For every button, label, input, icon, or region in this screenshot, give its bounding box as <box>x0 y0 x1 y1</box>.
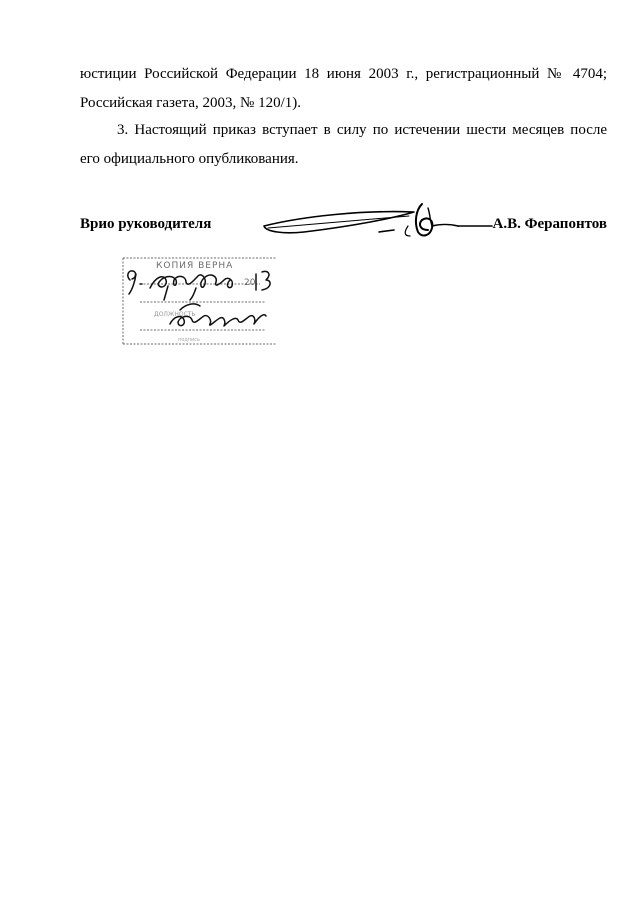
svg-text:КОПИЯ ВЕРНА: КОПИЯ ВЕРНА <box>156 261 234 271</box>
paragraph-3-text: 3. Настоящий приказ вступает в силу по истечении шести месяцев после <box>117 122 607 138</box>
signatory-role: Врио руководителя <box>80 216 212 232</box>
paragraph-3-line-2: его официального опубликования. <box>80 151 299 167</box>
svg-text:подпись: подпись <box>178 337 200 343</box>
svg-text:20: 20 <box>244 278 256 288</box>
svg-text:ДОЛЖНОСТЬ: ДОЛЖНОСТЬ <box>154 311 196 318</box>
text-line-1: юстиции Российской Федерации 18 июня 2003 г., регистрационный № 4704; <box>80 66 607 82</box>
paragraph-3-line-1 <box>80 120 607 140</box>
signatory-name: А.В. Ферапонтов <box>492 216 607 232</box>
handwritten-signature <box>244 196 494 248</box>
text-line-2: Российская газета, 2003, № 120/1). <box>80 95 302 111</box>
certification-stamp <box>120 254 280 346</box>
